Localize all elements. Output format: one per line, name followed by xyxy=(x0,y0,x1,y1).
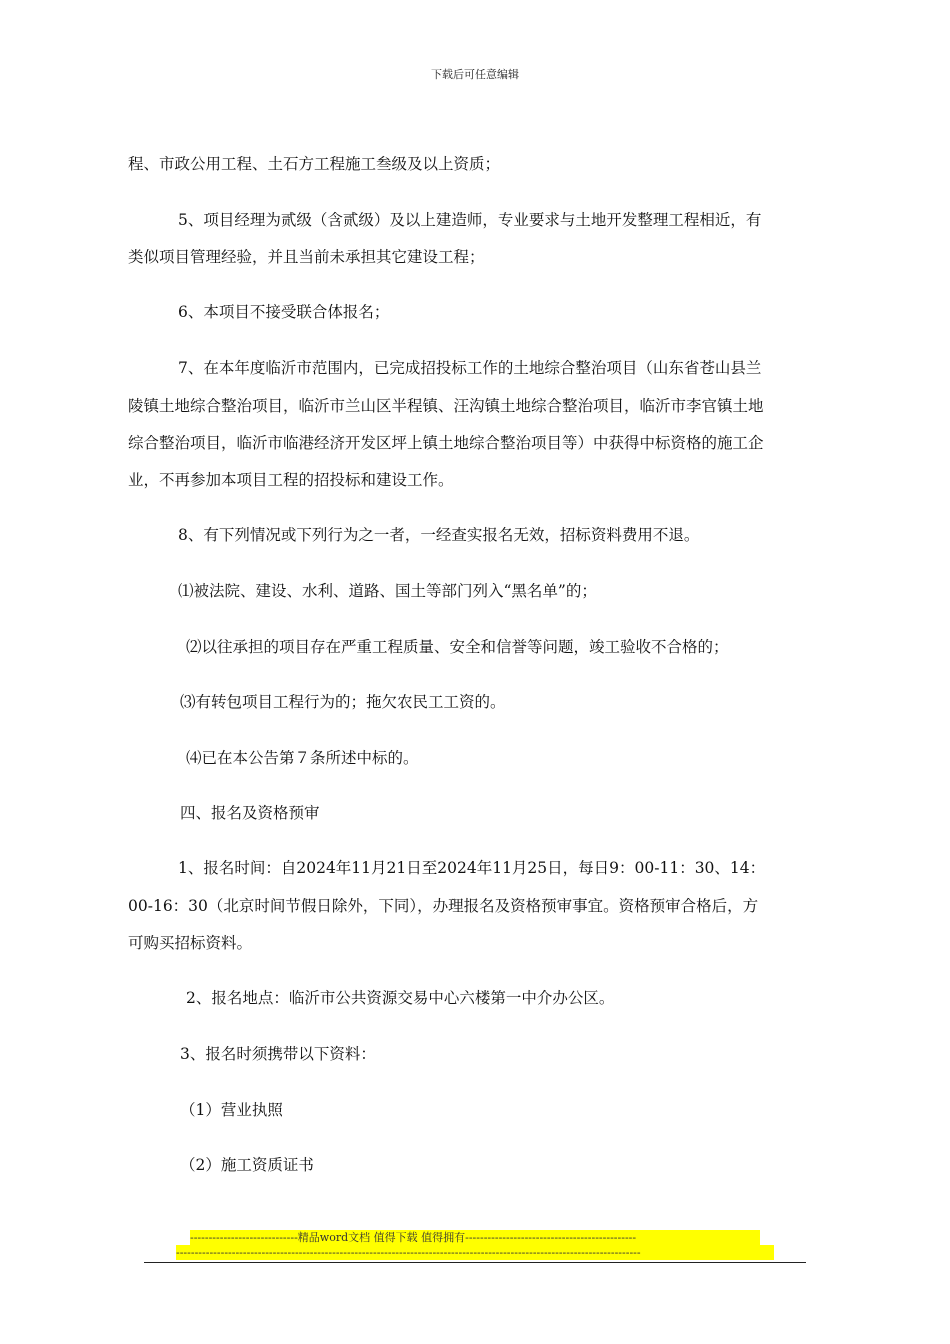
paragraph-line: 6、本项目不接受联合体报名； xyxy=(178,303,390,321)
footer-banner-line-2: ----------------------------------------------------------------------------------------------------------------------------- xyxy=(176,1245,774,1260)
paragraph-line: ⑷已在本公告第７条所述中标的。 xyxy=(186,749,419,767)
paragraph-line: 3、报名时须携带以下资料： xyxy=(180,1045,376,1063)
paragraph-line: 1、报名时间：自2024年11月21日至2024年11月25日，每日9：00-11：30、14： xyxy=(178,859,766,877)
paragraph-line: 8、有下列情况或下列行为之一者，一经查实报名无效，招标资料费用不退。 xyxy=(178,526,700,544)
paragraph-line: 可购买招标资料。 xyxy=(128,934,253,952)
paragraph-line: 业，不再参加本项目工程的招投标和建设工作。 xyxy=(128,471,454,489)
paragraph-line: 陵镇土地综合整治项目，临沂市兰山区半程镇、汪沟镇土地综合整治项目，临沂市李官镇土地 xyxy=(128,397,764,415)
section-heading: 四、报名及资格预审 xyxy=(180,804,320,822)
paragraph-line: ⑶有转包项目工程行为的；拖欠农民工工资的。 xyxy=(180,693,506,711)
paragraph-line: 2、报名地点：临沂市公共资源交易中心六楼第一中介办公区。 xyxy=(186,989,615,1007)
paragraph-line: 7、在本年度临沂市范围内，已完成招投标工作的土地综合整治项目（山东省苍山县兰 xyxy=(178,359,762,377)
paragraph-line: （1）营业执照 xyxy=(180,1101,283,1119)
paragraph-line: 00-16：30（北京时间节假日除外，下同），办理报名及资格预审事宜。资格预审合格后，方 xyxy=(128,897,759,915)
footer-divider xyxy=(144,1262,806,1263)
page-header: 下载后可任意编辑 xyxy=(431,68,519,81)
paragraph-line: （2）施工资质证书 xyxy=(180,1156,314,1174)
paragraph-line: 程、市政公用工程、土石方工程施工叁级及以上资质； xyxy=(128,155,501,173)
footer-banner-line-1: -----------------------------精品word文档 值得下载 值得拥有---------------------------------------------- xyxy=(190,1230,760,1245)
paragraph-line: 类似项目管理经验，并且当前未承担其它建设工程； xyxy=(128,248,485,266)
paragraph-line: 5、项目经理为贰级（含贰级）及以上建造师，专业要求与土地开发整理工程相近，有 xyxy=(178,211,762,229)
paragraph-line: ⑵以往承担的项目存在严重工程质量、安全和信誉等问题，竣工验收不合格的； xyxy=(186,638,729,656)
paragraph-line: 综合整治项目，临沂市临港经济开发区坪上镇土地综合整治项目等）中获得中标资格的施工企 xyxy=(128,434,764,452)
paragraph-line: ⑴被法院、建设、水利、道路、国土等部门列入“黑名单”的； xyxy=(178,582,597,600)
